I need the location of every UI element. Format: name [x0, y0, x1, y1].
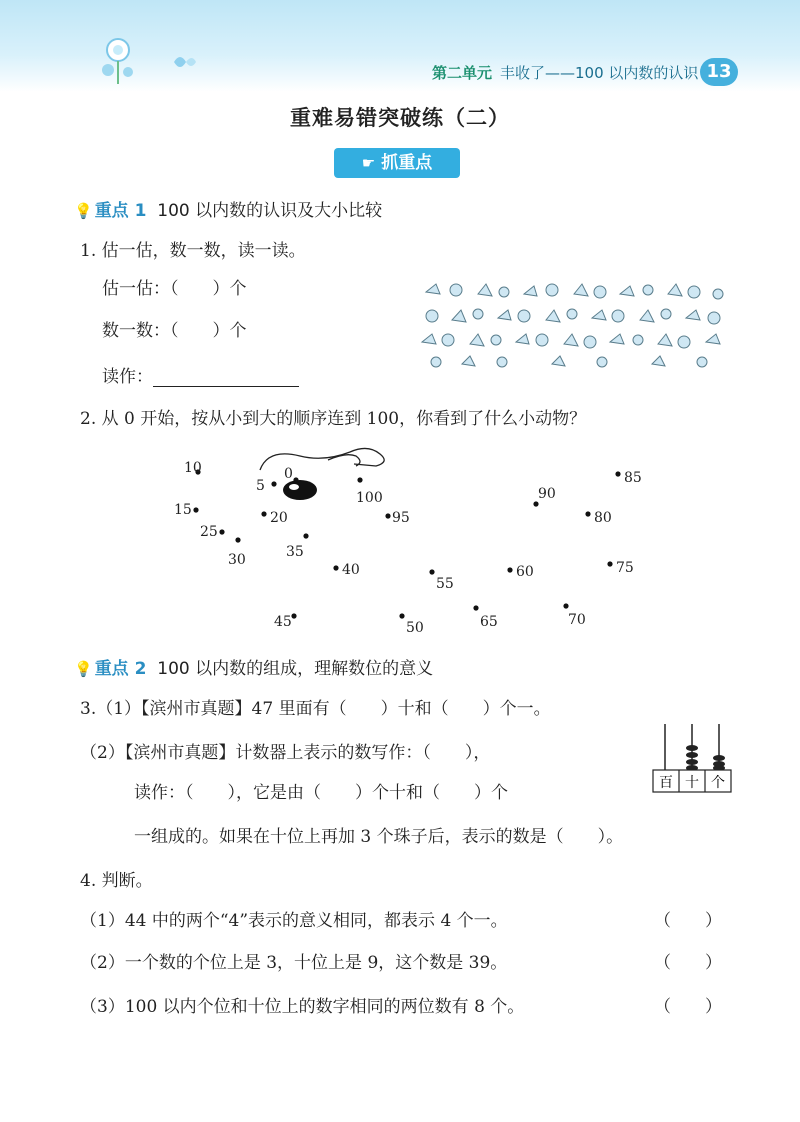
lightbulb-icon: 💡: [74, 202, 93, 220]
abacus-label-ones: 个: [711, 775, 725, 791]
question-3-part-2-line-3: 一组成的。如果在十位上再加 3 个珠子后，表示的数是（ ）。: [134, 827, 624, 847]
dot-label-5: 5: [256, 478, 265, 494]
key-point-1-text: 100 以内数的认识及大小比较: [157, 201, 383, 221]
dot-label-10: 10: [184, 460, 202, 476]
connect-dots-puzzle: [170, 440, 650, 640]
question-1-estimate: 估一估：（ ）个: [102, 279, 247, 299]
question-1-read-row: [102, 362, 299, 387]
key-point-2-text: 100 以内数的组成，理解数位的意义: [157, 659, 434, 679]
dot-label-60: 60: [516, 564, 534, 580]
question-2-stem: 2. 从 0 开始，按从小到大的顺序连到 100，你看到了什么小动物？: [80, 409, 587, 429]
dot-label-50: 50: [406, 620, 424, 636]
dot-label-35: 35: [286, 544, 304, 560]
question-1-stem: 1. 估一估，数一数，读一读。: [80, 241, 306, 261]
dot-label-45: 45: [274, 614, 292, 630]
unit-label: 第二单元: [432, 64, 493, 82]
judgement-answer-box-1[interactable]: （ ）: [654, 911, 722, 931]
puzzle-ear-outline: [260, 448, 384, 470]
ones-beads: [713, 755, 725, 771]
dot-75[interactable]: [607, 561, 612, 566]
abacus-label-tens: 十: [685, 775, 699, 791]
dot-label-25: 25: [200, 524, 218, 540]
dot-90[interactable]: [533, 501, 538, 506]
dot-20[interactable]: [261, 511, 266, 516]
dot-60[interactable]: [507, 567, 512, 572]
dot-label-75: 75: [616, 560, 634, 576]
dot-45[interactable]: [291, 613, 296, 618]
dot-label-65: 65: [480, 614, 498, 630]
key-point-2-label: 重点 2: [94, 659, 147, 679]
dot-label-95: 95: [392, 510, 410, 526]
dot-70[interactable]: [563, 603, 568, 608]
seashells-illustration: [412, 280, 732, 370]
read-answer-line[interactable]: [153, 370, 299, 387]
judgement-answer-box-3[interactable]: （ ）: [654, 997, 722, 1017]
abacus-label-hundreds: 百: [659, 775, 673, 791]
dot-35[interactable]: [303, 533, 308, 538]
dot-label-55: 55: [436, 576, 454, 592]
dot-0[interactable]: [293, 477, 298, 482]
judgement-item-2: （2）一个数的个位上是 3，十位上是 9，这个数是 39。: [80, 953, 508, 973]
abacus-counter: [652, 722, 732, 794]
dot-label-80: 80: [594, 510, 612, 526]
puzzle-eye-highlight: [289, 484, 299, 490]
question-3-part-1: 3.（1）【滨州市真题】47 里面有（ ）十和（ ）个一。: [80, 699, 551, 719]
question-3-part-2-line-2: 读作：（ ），它是由（ ）个十和（ ）个: [134, 783, 508, 803]
question-4-stem: 4. 判断。: [80, 871, 153, 891]
page-number: 13: [700, 58, 738, 86]
unit-name: 丰收了——100 以内数的认识: [500, 64, 699, 82]
dot-15[interactable]: [193, 507, 198, 512]
judgement-item-1: （1）44 中的两个“4”表示的意义相同，都表示 4 个一。: [80, 911, 508, 931]
lightbulb-icon: 💡: [74, 660, 93, 678]
dot-label-15: 15: [174, 502, 192, 518]
pointing-hand-icon: ☛: [361, 154, 376, 172]
dot-80[interactable]: [585, 511, 590, 516]
dot-label-90: 90: [538, 486, 556, 502]
dot-30[interactable]: [235, 537, 240, 542]
key-point-1-heading: [74, 196, 382, 221]
dot-label-30: 30: [228, 552, 246, 568]
key-points-banner: [334, 148, 460, 178]
unit-title: [432, 62, 698, 83]
dot-85[interactable]: [615, 471, 620, 476]
judgement-answer-box-2[interactable]: （ ）: [654, 953, 722, 973]
key-point-2-heading: [74, 654, 433, 679]
dot-label-0: 0: [284, 466, 293, 482]
question-1-read-label: 读作：: [102, 367, 153, 387]
dot-label-20: 20: [270, 510, 288, 526]
flower-sun-decoration-icon: [96, 36, 206, 86]
dot-label-40: 40: [342, 562, 360, 578]
dot-label-85: 85: [624, 470, 642, 486]
question-3-part-2-line-1: （2）【滨州市真题】计数器上表示的数写作：（ ），: [80, 743, 491, 763]
key-point-1-label: 重点 1: [94, 201, 147, 221]
dot-5[interactable]: [271, 481, 276, 486]
dot-label-70: 70: [568, 612, 586, 628]
dot-label-100: 100: [356, 490, 383, 506]
dot-95[interactable]: [385, 513, 390, 518]
question-1-count: 数一数：（ ）个: [102, 321, 247, 341]
page-title: 重难易错突破练（二）: [290, 106, 510, 130]
banner-label: 抓重点: [381, 153, 433, 173]
dot-40[interactable]: [333, 565, 338, 570]
puzzle-eye: [283, 480, 317, 500]
tens-beads: [686, 745, 698, 771]
dot-55[interactable]: [429, 569, 434, 574]
judgement-item-3: （3）100 以内个位和十位上的数字相同的两位数有 8 个。: [80, 997, 525, 1017]
dot-65[interactable]: [473, 605, 478, 610]
dot-100[interactable]: [357, 477, 362, 482]
dot-25[interactable]: [219, 529, 224, 534]
dot-50[interactable]: [399, 613, 404, 618]
